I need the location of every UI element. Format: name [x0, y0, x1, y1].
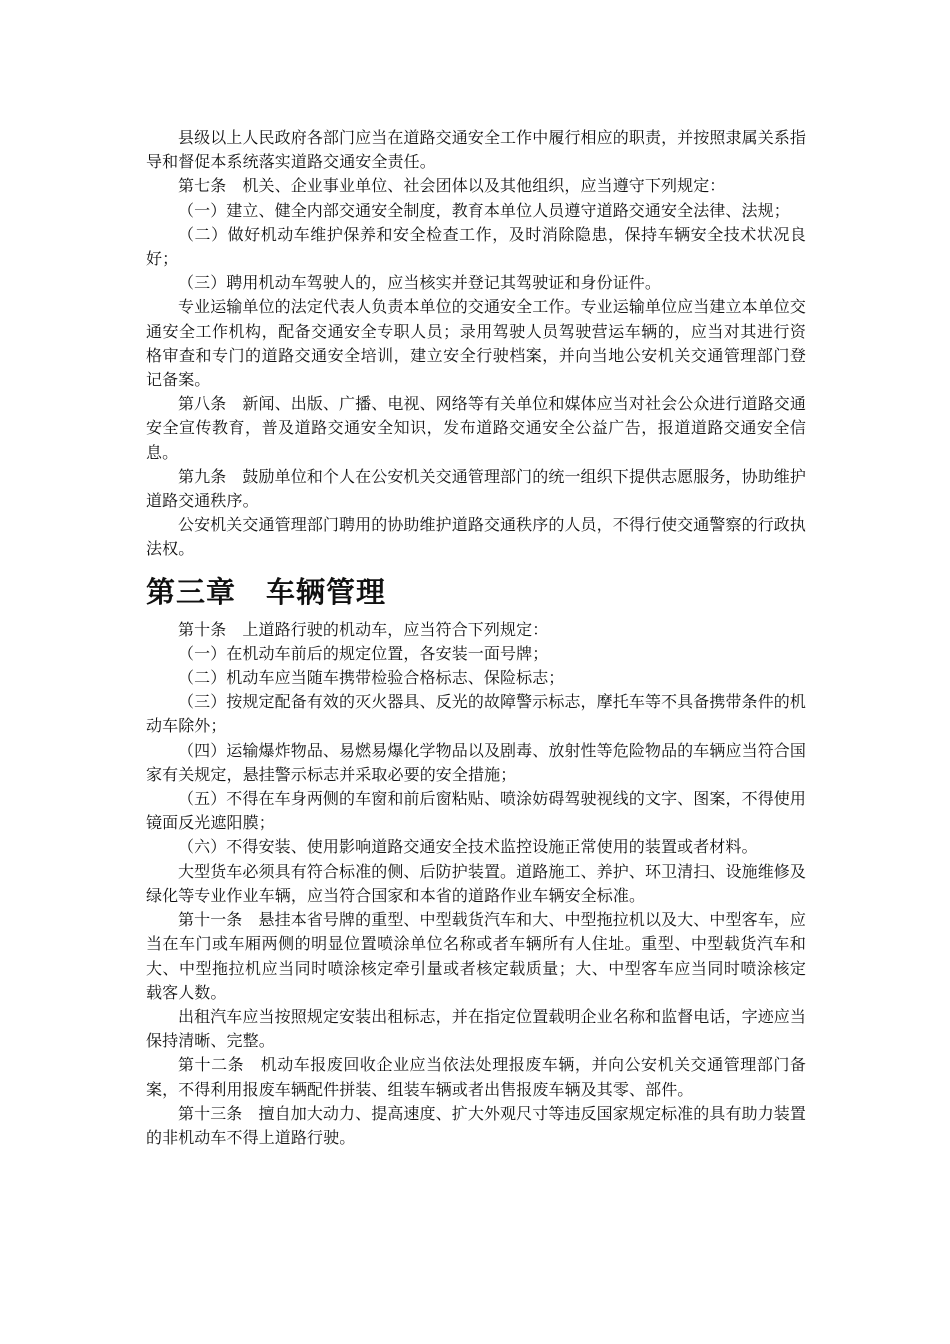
paragraph: 大型货车必须具有符合标准的侧、后防护装置。道路施工、养护、环卫清扫、设施维修及绿化等专业作业车辆，应当符合国家和本省的道路作业车辆安全标准。	[146, 861, 806, 905]
list-item: （三）按规定配备有效的灭火器具、反光的故障警示标志，摩托车等不具备携带条件的机动车除外；	[146, 692, 806, 736]
paragraph: 公安机关交通管理部门聘用的协助维护道路交通秩序的人员，不得行使交通警察的行政执法权。	[146, 515, 806, 559]
article-9: 第九条 鼓励单位和个人在公安机关交通管理部门的统一组织下提供志愿服务，协助维护道路交通秩序。	[146, 466, 806, 511]
list-item: （二）做好机动车维护保养和安全检查工作，及时消除隐患，保持车辆安全技术状况良好；	[146, 224, 806, 269]
article-11: 第十一条 悬挂本省号牌的重型、中型载货汽车和大、中型拖拉机以及大、中型客车，应当在车门或车厢两侧的明显位置喷涂单位名称或者车辆所有人住址。重型、中型载货汽车和大、中型拖拉机应当同时喷涂核定牵引量或者核定载质量；大、中型客车应当同时喷涂核定载客人数。	[146, 910, 806, 1002]
list-item: （四）运输爆炸物品、易燃易爆化学物品以及剧毒、放射性等危险物品的车辆应当符合国家有关规定，悬挂警示标志并采取必要的安全措施；	[146, 740, 806, 784]
list-item: （二）机动车应当随车携带检验合格标志、保险标志；	[178, 668, 565, 688]
article-13: 第十三条 擅自加大动力、提高速度、扩大外观尺寸等违反国家规定标准的具有助力装置的非机动车不得上道路行驶。	[146, 1103, 806, 1147]
article-8: 第八条 新闻、出版、广播、电视、网络等有关单位和媒体应当对社会公众进行道路交通安全宣传教育，普及道路交通安全知识，发布道路交通安全公益广告，报道道路交通安全信息。	[146, 394, 806, 462]
chapter-title: 第三章 车辆管理	[146, 574, 387, 609]
list-item: （一）建立、健全内部交通安全制度，教育本单位人员遵守道路交通安全法律、法规；	[178, 200, 790, 220]
list-item: （一）在机动车前后的规定位置，各安装一面号牌；	[178, 643, 549, 663]
paragraph: 出租汽车应当按照规定安装出租标志，并在指定位置载明企业名称和监督电话，字迹应当保持清晰、完整。	[146, 1006, 806, 1051]
paragraph: 专业运输单位的法定代表人负责本单位的交通安全工作。专业运输单位应当建立本单位交通安全工作机构，配备交通安全专职人员；录用驾驶人员驾驶营运车辆的，应当对其进行资格审查和专门的道路交通安全培训，建立安全行驶档案，并向当地公安机关交通管理部门登记备案。	[146, 297, 806, 390]
list-item: （五）不得在车身两侧的车窗和前后窗粘贴、喷涂妨碍驾驶视线的文字、图案，不得使用镜面反光遮阳膜；	[146, 789, 806, 833]
article-7: 第七条 机关、企业事业单位、社会团体以及其他组织，应当遵守下列规定：	[178, 176, 726, 196]
list-item: （三）聘用机动车驾驶人的，应当核实并登记其驾驶证和身份证件。	[178, 273, 662, 293]
paragraph: 县级以上人民政府各部门应当在道路交通安全工作中履行相应的职责，并按照隶属关系指导和督促本系统落实道路交通安全责任。	[146, 128, 806, 172]
article-10: 第十条 上道路行驶的机动车，应当符合下列规定：	[178, 619, 549, 639]
document-page	[146, 126, 806, 1150]
article-12: 第十二条 机动车报废回收企业应当依法处理报废车辆，并向公安机关交通管理部门备案，不得利用报废车辆配件拼装、组装车辆或者出售报废车辆及其零、部件。	[146, 1055, 806, 1099]
list-item: （六）不得安装、使用影响道路交通安全技术监控设施正常使用的装置或者材料。	[178, 837, 758, 857]
